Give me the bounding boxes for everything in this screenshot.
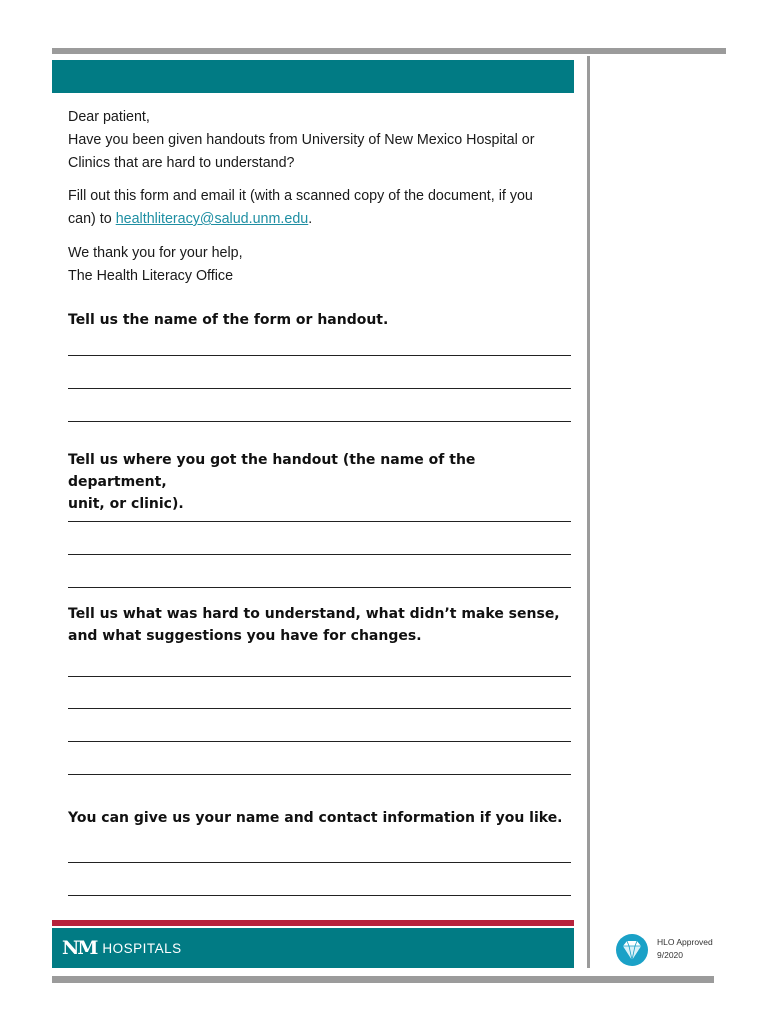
question-form-name [68, 309, 573, 331]
question-line: You can give us your name and contact information if you like. [68, 810, 563, 826]
answer-line[interactable] [68, 774, 571, 775]
answer-line[interactable] [68, 676, 571, 677]
fill-instruction-line-1: Fill out this form and email it (with a scanned copy of the document, if you [68, 188, 533, 204]
question-line: unit, or clinic). [68, 496, 184, 512]
fill-instruction-line-2 [68, 208, 573, 231]
greeting: Dear patient, [68, 109, 150, 125]
fill-suffix: . [308, 211, 313, 227]
answer-line[interactable] [68, 521, 571, 522]
bottom-divider [52, 976, 714, 983]
header-band [52, 60, 574, 93]
question-line: and what suggestions you have for changes. [68, 628, 422, 644]
approval-stamp [657, 936, 713, 962]
answer-line[interactable] [68, 554, 571, 555]
approval-date: 9/2020 [657, 950, 683, 960]
question-handout-source [68, 449, 573, 515]
unm-logo-mark: NM [62, 937, 97, 959]
question-hard-to-understand [68, 603, 573, 647]
question-line: Tell us where you got the handout (the name of the department, [68, 452, 476, 490]
intro-line-1: Have you been given handouts from University of New Mexico Hospital or [68, 132, 535, 148]
answer-line[interactable] [68, 708, 571, 709]
answer-line[interactable] [68, 862, 571, 863]
intro-text [68, 106, 573, 288]
email-link[interactable]: healthliteracy@salud.unm.edu [115, 211, 309, 227]
answer-line[interactable] [68, 895, 571, 896]
side-divider [587, 56, 590, 968]
intro-line-2: Clinics that are hard to understand? [68, 155, 295, 171]
unm-hospitals-logo [62, 934, 182, 962]
question-line: Tell us the name of the form or handout. [68, 312, 389, 328]
answer-line[interactable] [68, 355, 571, 356]
question-contact-info [68, 807, 573, 829]
thanks-text: We thank you for your help, [68, 245, 243, 261]
top-divider [52, 48, 726, 54]
footer-red-stripe [52, 920, 574, 926]
logo-text: HOSPITALS [102, 940, 182, 956]
answer-line[interactable] [68, 741, 571, 742]
question-line: Tell us what was hard to understand, what didn’t make sense, [68, 606, 560, 622]
signature-text: The Health Literacy Office [68, 268, 234, 284]
answer-line[interactable] [68, 587, 571, 588]
approval-label: HLO Approved [657, 937, 713, 947]
answer-line[interactable] [68, 421, 571, 422]
answer-line[interactable] [68, 388, 571, 389]
fill-prefix: can) to [68, 211, 116, 227]
diamond-badge-icon [615, 933, 649, 967]
